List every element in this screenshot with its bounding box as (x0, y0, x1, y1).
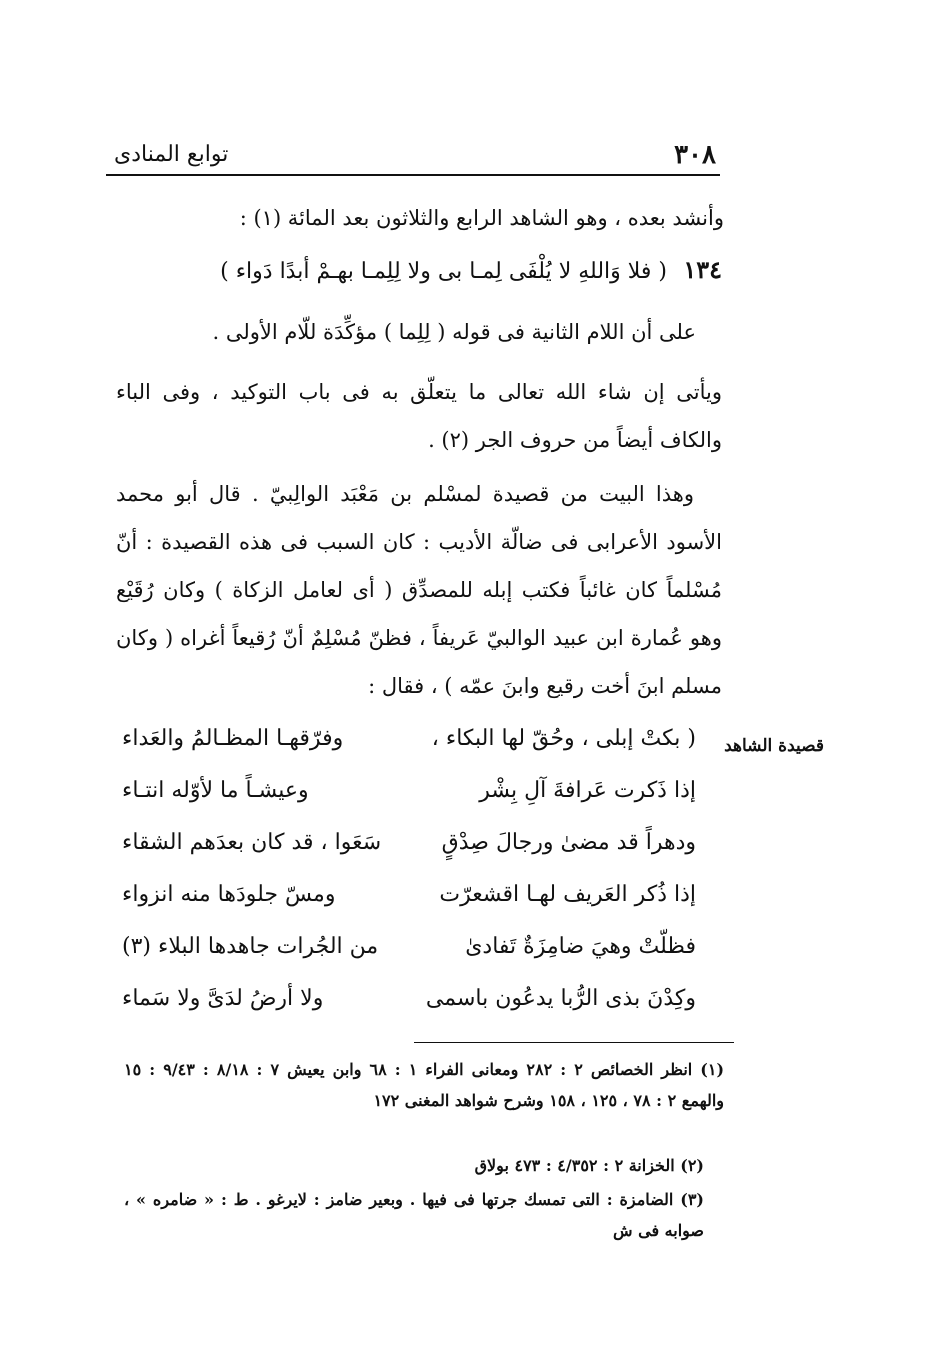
verse-2-first-hemistich: إذا ذَكرت عَرافةَ آلِ بِشْر (479, 778, 696, 803)
header-rule (106, 174, 720, 176)
running-title: توابع المنادى (114, 142, 229, 167)
verse-3-first-hemistich: ودهراً قد مضىٰ ورجالَ صِدْقٍ (441, 830, 696, 855)
verse-1-first-hemistich: ( بكتْ إبلى ، وحُقّ لها البكاء ، (431, 726, 696, 751)
verse-6-first-hemistich: وكِدْنَ بذى الرُّبا يدعُون باسمى (425, 986, 696, 1011)
verse-2-second-hemistich: وعيشـاً ما لأوّله انتـاء (122, 778, 309, 803)
verse-line (220, 256, 722, 285)
verse-4-first-hemistich: إذا ذُكر العَريف لهـا اقشعرّت (439, 882, 696, 907)
poem-side-label: قصيدة الشاهد (724, 736, 824, 756)
paragraph-2: ويأتى إن شاء الله تعالى ما يتعلّق به فى باب التوكيد ، وفى الباء والكاف أيضاً من حروف الجر (٢) . (116, 380, 722, 452)
footnote-1: (١) انظر الخصائص ٢ : ٢٨٢ ومعانى الفراء ١ : ٦٨ وابن يعيش ٧ : ٨/١٨ : ٩/٤٣ : ١٥ والهمع ٢ : ٧٨ ، ١٢٥ ، ١٥٨ وشرح شواهد المغنى ١٧٢ (124, 1060, 725, 1110)
paragraph-3: وهذا البيت من قصيدة لمسْلم بن مَعْبَد الوالِبيّ . قال أبو محمد الأسود الأعرابى فى ضالّة الأديب : كان السبب فى هذه القصيدة : أنّ مُسْلماً كان غائباً فكتب إبله للمصدِّق ( أى لعامل الزكاة ) وكان رُقَيْع وهو عُمارة ابن عبيد الوالبيّ عَريفاً ، فظنّ مُسْلِمٌ أنّ رُقيعاً أغراه ( وكان مسلم ابنَ أخت رقيع وابنَ عمّه ) ، فقال : (116, 482, 722, 698)
page-number: ٣٠٨ (674, 140, 716, 170)
footnote-2: (٢) الخزانة ٢ : ٤/٣٥٢ : ٤٧٣ بولاق (474, 1156, 704, 1175)
body-line-3: على أن اللام الثانية فى قوله ( لِلِما ) مؤكِّدَة للّام الأولى . (212, 320, 696, 344)
footnote-3: (٣) الضامزة : التى تمسك جرتها فى فيها . وبعير ضامز : لايرغو . ط : « ضامره » ، صوابه فى ش (124, 1190, 704, 1240)
verse-4-second-hemistich: ومسّ جلودَها منه انزواء (122, 882, 336, 907)
verse-5-second-hemistich: من الجُرات جاهدها البلاء (٣) (122, 934, 379, 959)
verse-5-first-hemistich: فظلّتْ وهيَ ضامِزَةٌ تَفادىٰ (465, 934, 696, 959)
footnote-rule (414, 1042, 734, 1043)
verse-3-second-hemistich: سَعَوا ، قد كان بعدَهم الشقاء (122, 830, 382, 855)
verse-number: ١٣٤ (683, 255, 722, 284)
page-header (108, 140, 722, 174)
intro-line: وأنشد بعده ، وهو الشاهد الرابع والثلاثون بعد المائة (١) : (239, 206, 724, 230)
verse-text: ( فلا وَاللهِ لا يُلْفَى لِمـا بى ولا لِلِمـا بهـمْ أبدًا دَواء ) (220, 259, 667, 284)
verse-1-second-hemistich: وفرّقهـا المظـالمُ والعَداء (122, 726, 344, 751)
verse-6-second-hemistich: ولا أرضُ لدَىَّ ولا سَماء (122, 986, 324, 1011)
